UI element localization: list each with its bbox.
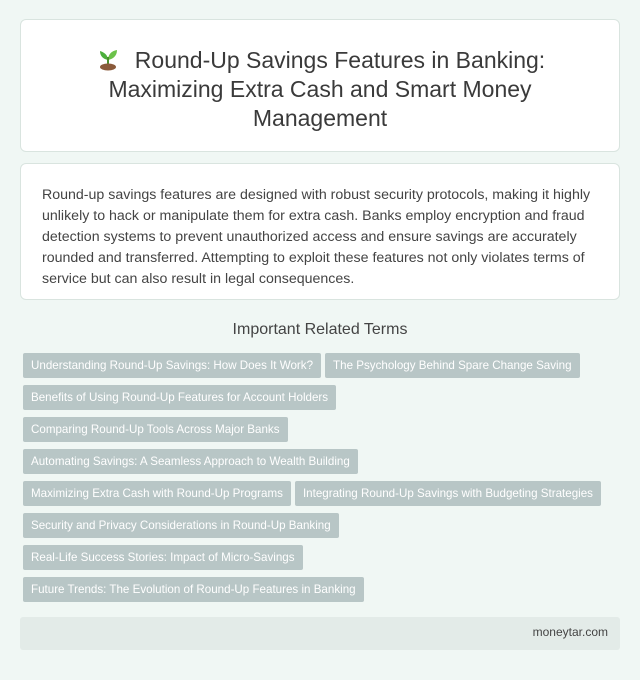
- sprout-icon: [95, 47, 121, 71]
- related-term-tag[interactable]: Real-Life Success Stories: Impact of Micro-Savings: [23, 545, 303, 570]
- related-terms-row: [23, 417, 623, 449]
- related-terms-row: [23, 577, 623, 609]
- related-terms-list: [23, 353, 623, 609]
- related-term-tag[interactable]: Benefits of Using Round-Up Features for Account Holders: [23, 385, 336, 410]
- page-title: [21, 46, 619, 133]
- intro-card: [20, 163, 620, 300]
- related-term-tag[interactable]: Comparing Round-Up Tools Across Major Banks: [23, 417, 288, 442]
- footer: [20, 617, 620, 650]
- title-card: [20, 19, 620, 152]
- related-terms-heading: Important Related Terms: [232, 321, 408, 338]
- intro-text: Round-up savings features are designed with robust security protocols, making it highly unlikely to hack or manipulate them for extra cash. Banks employ encryption and fraud detection systems to prevent unauthorized access and ensure savings are accurately rounded and transferred. Attempting to exploit these features not only violates terms of service but can also result in legal consequences.: [42, 187, 591, 287]
- related-term-tag[interactable]: Automating Savings: A Seamless Approach to Wealth Building: [23, 449, 358, 474]
- related-terms-row: [23, 545, 623, 577]
- related-terms-row: [23, 353, 623, 385]
- related-term-tag[interactable]: The Psychology Behind Spare Change Saving: [325, 353, 579, 378]
- related-term-tag[interactable]: Understanding Round-Up Savings: How Does It Work?: [23, 353, 321, 378]
- related-terms-row: [23, 481, 623, 513]
- related-term-tag[interactable]: Security and Privacy Considerations in Round-Up Banking: [23, 513, 339, 538]
- related-term-tag[interactable]: Future Trends: The Evolution of Round-Up Features in Banking: [23, 577, 364, 602]
- related-terms-row: [23, 385, 623, 417]
- related-term-tag[interactable]: Integrating Round-Up Savings with Budgeting Strategies: [295, 481, 601, 506]
- title-text: Round-Up Savings Features in Banking: Maximizing Extra Cash and Smart Money Management: [108, 47, 546, 131]
- related-terms-row: [23, 513, 623, 545]
- related-term-tag[interactable]: Maximizing Extra Cash with Round-Up Programs: [23, 481, 291, 506]
- related-terms-row: [23, 449, 623, 481]
- footer-site-link[interactable]: moneytar.com: [532, 625, 608, 639]
